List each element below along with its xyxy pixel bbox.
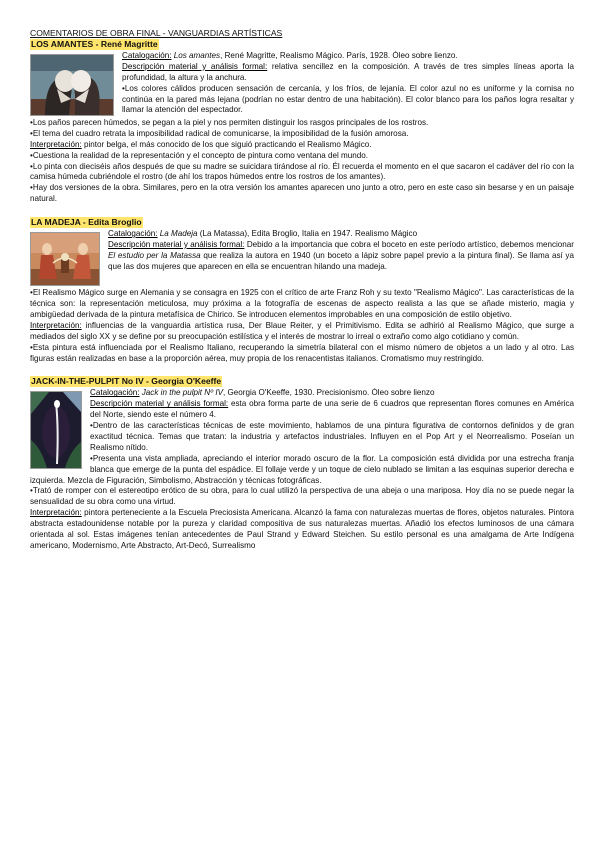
catalog-work-title: Jack in the pulpit Nº IV	[141, 388, 223, 398]
section-spacer	[30, 364, 574, 376]
document-title: COMENTARIOS DE OBRA FINAL - VANGUARDIAS ARTÍSTICAS	[30, 28, 283, 38]
description-label: Descripción material y análisis formal:	[90, 399, 229, 409]
los-amantes-painting-image	[30, 54, 114, 116]
bullet-paragraph: •Presenta una vista ampliada, apreciando el interior morado oscuro de la flor. La composición está dividida por una estrecha franja blanca que emerge de la punta del espádice. El follaje verde y un toque de cielo nublado se limitan a las esquinas superior derecha e izquierda. Mezcla de Figuración, Simbolismo, Abstracción y técnicas fotográficas.	[30, 453, 574, 485]
interpretation-paragraph	[30, 321, 574, 343]
catalog-work-title: La Madeja	[159, 229, 198, 239]
bullet-paragraph: •Trató de romper con el estereotipo erótico de su obra, para lo cual utilizó la perspectiva de una abeja o una mariposa. Hoy día no se puede negar la sensualidad de su obra como una virtud.	[30, 486, 574, 507]
description-text: relativa sencillez en la composición. A través de tres simples líneas aporta la profundidad, la altura y la anchura.	[122, 61, 574, 82]
description-text: Debido a la importancia que cobra el boceto en este período artístico, debemos mencionar	[244, 239, 574, 249]
description-text: esta obra forma parte de una serie de 6 cuadros que representan flores comunes en América del Norte, siendo este el número 4.	[90, 399, 574, 420]
section-intro-block	[30, 388, 574, 486]
catalog-details: , René Magritte, Realismo Mágico. París, 1928. Óleo sobre lienzo.	[220, 50, 458, 60]
bullet-paragraph: •Esta pintura está influenciada por el Realismo Italiano, recuperando la simetría bilateral con el mismo número de objetos a un lado y al otro. Las figuras están realizadas en base a la proporción aérea, muy propia de los renacentistas italianos. Cromatismo muy restringido.	[30, 342, 574, 363]
description-paragraph	[30, 399, 574, 421]
section-title: JACK-IN-THE-PULPIT No IV - Georgia O'Keeffe	[31, 376, 222, 387]
section-title: LOS AMANTES - René Magritte	[31, 39, 158, 49]
bullet-paragraph: •El Realismo Mágico surge en Alemania y se consagra en 1925 con el crítico de arte Franz Roh y su texto "Realismo Mágico". Las características de la técnica son: la representación meticulosa, muy próxima a la fotografía de escenas de aspecto realista a las que se añade misterio, magia y ambigüedad derivada de la pintura metafísica de Chirico. Se introducen elementos improbables en una composición de estilo objetivo.	[30, 288, 574, 319]
catalog-paragraph	[30, 229, 574, 240]
catalog-label: Catalogación:	[108, 229, 158, 239]
section-la-madeja	[30, 217, 574, 364]
interpretation-label: Interpretación:	[30, 139, 82, 149]
section-jack-in-the-pulpit	[30, 376, 574, 552]
section-intro-block	[30, 51, 574, 118]
catalog-details: , Georgia O'Keeffe, 1930. Precisionismo. Óleo sobre lienzo	[222, 388, 435, 398]
interpretation-text: pintor belga, el más conocido de los que siguió practicando el Realismo Mágico.	[81, 139, 372, 149]
bullet-paragraph: •Hay dos versiones de la obra. Similares, pero en la otra versión los amantes aparecen uno junto a otro, pero en este caso sin besarse y en un paisaje natural.	[30, 183, 574, 204]
description-label: Descripción material y análisis formal:	[122, 61, 268, 71]
la-madeja-painting-image	[30, 232, 100, 286]
catalog-label: Catalogación:	[90, 388, 140, 398]
bullet-paragraph: •Los colores cálidos producen sensación de cercanía, y los fríos, de lejanía. El color azul no es uniforme y la cornisa no continúa en la pared más lejana (podrían no estar dentro de una habitación). El color blanco para los paños logra resaltar y llamar la atención del espectador.	[122, 83, 574, 115]
description-work-title: El estudio per la Matassa	[108, 250, 201, 260]
bullet-paragraph: •Lo pinta con dieciséis años después de que su madre se suicidara tirándose al río. Él recuerda el momento en el que sacaron el cadáver del río con la camisa húmeda cubriéndole el rostro (de ahí los trapos húmedos entre los rostros de los amantes).	[30, 161, 574, 182]
description-text-continued: que realiza la autora en 1940 (un boceto a lápiz sobre papel previo a la pintura final). Se llama así ya que las dos mujeres que aparecen en ella se encuentran hilando una madeja.	[108, 250, 574, 271]
section-intro-block	[30, 229, 574, 288]
interpretation-text: influencias de la vanguardia artística rusa, Der Blaue Reiter, y el Primitivismo. Edita se adhirió al Realismo Mágico, que surge a mediados del siglo XX y se define por su preocupación estilística y el interés de mostrar lo irreal o extraño como algo cotidiano y común.	[30, 320, 574, 341]
interpretation-text: pintora perteneciente a la Escuela Preciosista Americana. Alcanzó la fama con naturalezas muertas de flores, objetos naturales. Pintora abstracta estadounidense notable por la pureza y claridad compositiva de sus naturalezas muertas. Añadió los efectos luminosos de una cámara orientada al sol. Estas imágenes tenían antecedentes de Paul Strand y Edward Steichen. Su estilo personal es una amalgama de Arte Indígena americano, Modernismo, Arte Abstracto, Art-Decó, Surrealismo	[30, 508, 574, 550]
description-paragraph	[30, 240, 574, 273]
interpretation-paragraph	[30, 140, 574, 151]
bullet-paragraph: •Cuestiona la realidad de la representación y el concepto de pintura como ventana del mundo.	[30, 150, 369, 160]
section-title: LA MADEJA - Edita Broglio	[31, 217, 142, 228]
document-page	[30, 28, 574, 552]
catalog-work-title: Los amantes	[173, 50, 221, 60]
section-spacer	[30, 205, 574, 217]
catalog-label: Catalogación:	[122, 50, 172, 60]
bullet-paragraph: •Dentro de las características técnicas de este movimiento, hablamos de una pintura figurativa de contornos definidos y de gran exactitud técnica. Temas que tratan: la industria y artefactos industriales. Influyen en el Pop Art y el Neorrealismo. Poseían un Realismo nítido.	[90, 421, 574, 452]
jack-in-the-pulpit-painting-image	[30, 391, 82, 469]
interpretation-label: Interpretación:	[30, 320, 82, 330]
interpretation-label: Interpretación:	[30, 508, 82, 518]
description-label: Descripción material y análisis formal:	[108, 239, 245, 249]
bullet-paragraph: •Los paños parecen húmedos, se pegan a la piel y nos permiten distinguir los rasgos principales de los rostros.	[30, 117, 429, 127]
interpretation-paragraph	[30, 508, 574, 552]
catalog-details: (La Matassa), Edita Broglio, Italia en 1947. Realismo Mágico	[197, 229, 418, 239]
section-los-amantes	[30, 39, 574, 205]
bullet-paragraph: •El tema del cuadro retrata la imposibilidad radical de comunicarse, la imposibilidad de la fusión amorosa.	[30, 128, 409, 138]
catalog-paragraph	[30, 388, 574, 399]
